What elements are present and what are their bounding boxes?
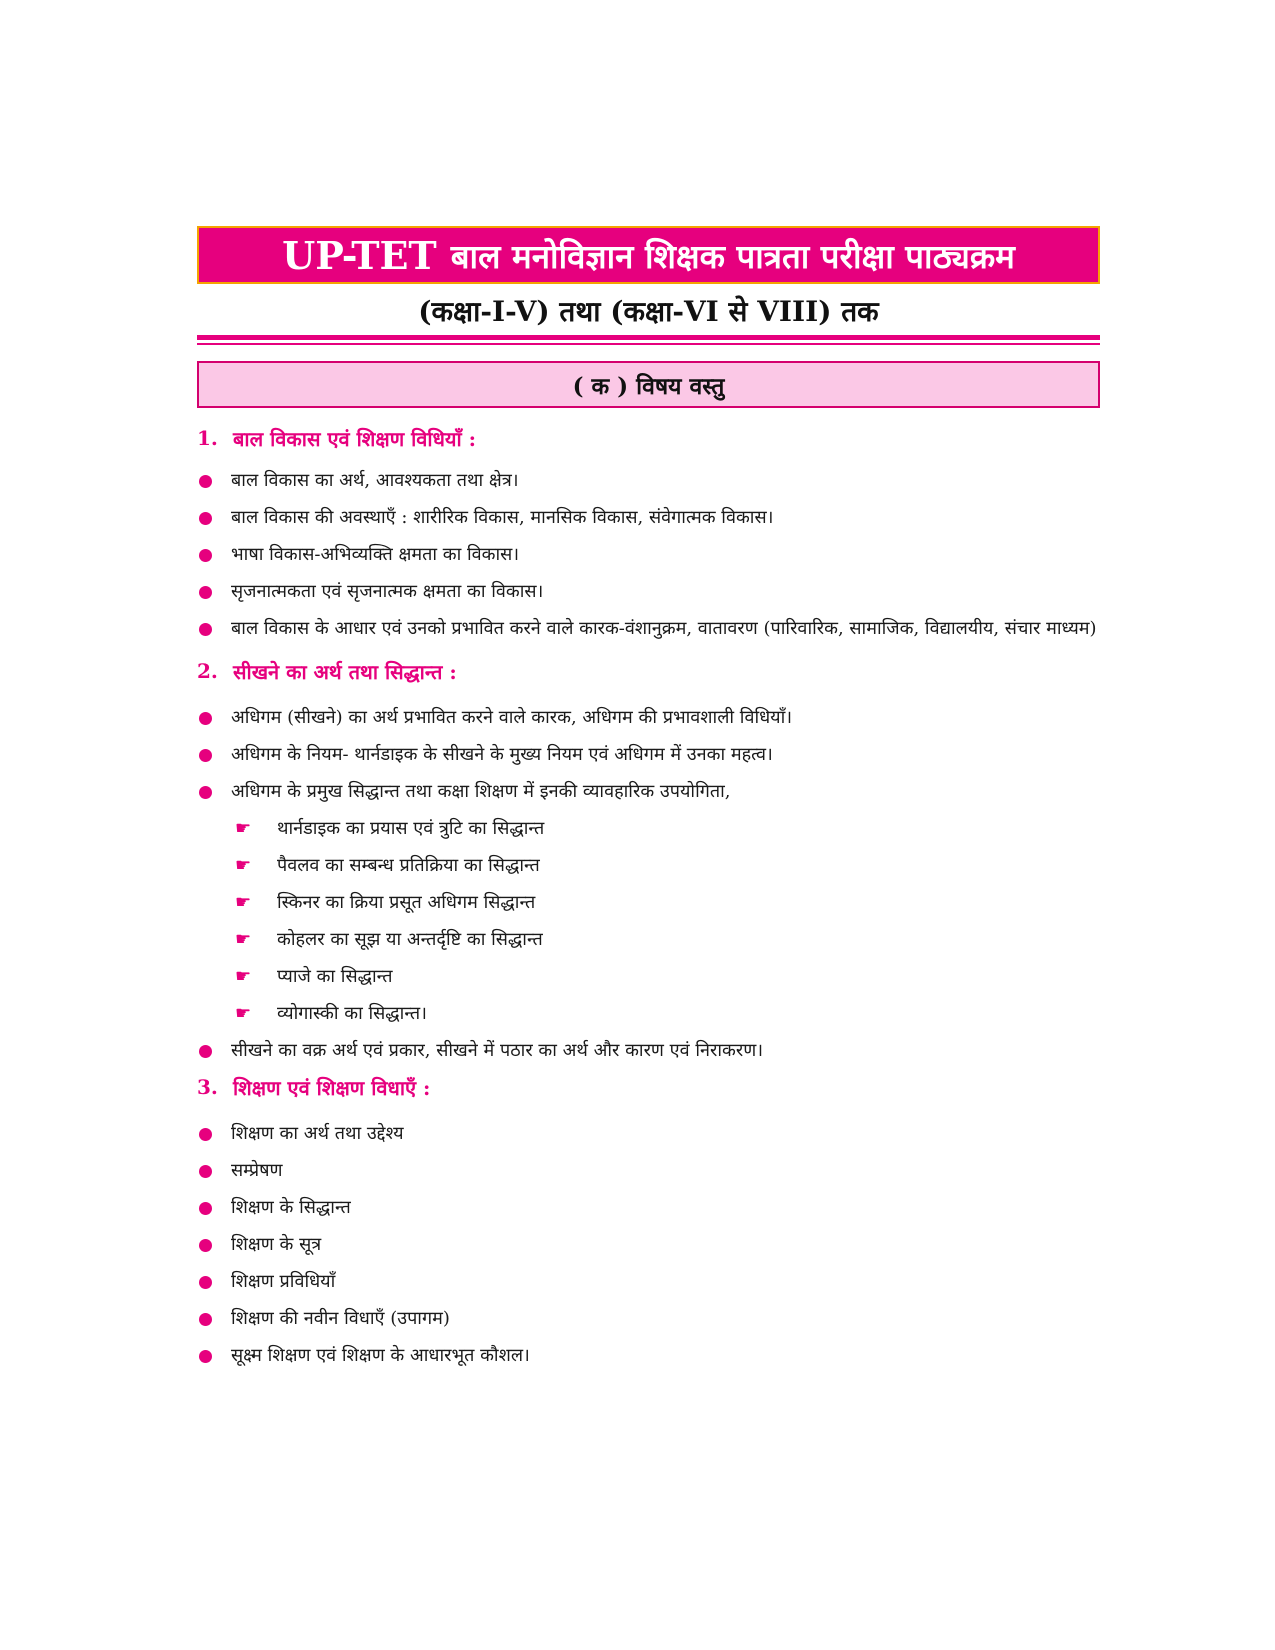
list-item-text: शिक्षण की नवीन विधाएँ (उपागम) <box>231 1308 450 1329</box>
list-item <box>197 773 1100 810</box>
list-item-text: बाल विकास की अवस्थाएँ : शारीरिक विकास, मानसिक विकास, संवेगात्मक विकास। <box>231 507 774 528</box>
bullet-icon <box>199 1276 212 1289</box>
list-item-text: शिक्षण के सिद्धान्त <box>231 1197 351 1218</box>
sub-list-item <box>235 921 1100 958</box>
list-item <box>197 462 1100 499</box>
sub-list-item-text: प्याजे का सिद्धान्त <box>277 966 393 987</box>
pointing-hand-icon: ☛ <box>235 855 252 876</box>
list-item <box>197 1263 1100 1300</box>
list-item <box>197 1115 1100 1152</box>
list-item-text: अधिगम के प्रमुख सिद्धान्त तथा कक्षा शिक्षण में इनकी व्यावहारिक उपयोगिता, <box>231 781 731 802</box>
topic-2-list-after <box>197 1032 1100 1069</box>
list-item <box>197 1032 1100 1069</box>
list-item <box>197 1226 1100 1263</box>
bullet-icon <box>199 586 212 599</box>
page-subtitle: (कक्षा-I-V) तथा (कक्षा-VI से VIII) तक <box>418 295 879 328</box>
title-latin: UP-TET <box>282 232 437 278</box>
list-item <box>197 736 1100 773</box>
divider-thick <box>197 335 1100 340</box>
pointing-hand-icon: ☛ <box>235 818 252 839</box>
list-item <box>197 1337 1100 1374</box>
sub-list-item <box>235 810 1100 847</box>
sub-list-item <box>235 958 1100 995</box>
list-item-text: सम्प्रेषण <box>231 1160 283 1181</box>
topic-heading-1 <box>197 420 1100 456</box>
sub-list-item-text: थार्नडाइक का प्रयास एवं त्रुटि का सिद्धान्त <box>277 818 545 839</box>
bullet-icon <box>199 1350 212 1363</box>
list-item-text: भाषा विकास-अभिव्यक्ति क्षमता का विकास। <box>231 544 520 565</box>
list-item-text: बाल विकास का अर्थ, आवश्यकता तथा क्षेत्र। <box>231 470 519 491</box>
sub-list-item <box>235 995 1100 1032</box>
bullet-icon <box>199 786 212 799</box>
topic-2-sublist <box>197 810 1100 1032</box>
topic-number: 1. <box>197 426 218 450</box>
section-heading: ( क ) विषय वस्तु <box>197 361 1100 408</box>
bullet-icon <box>199 712 212 725</box>
list-item <box>197 1152 1100 1189</box>
bullet-icon <box>199 1202 212 1215</box>
sub-list-item-text: पैवलव का सम्बन्ध प्रतिक्रिया का सिद्धान्त <box>277 855 540 876</box>
sub-list-item-text: स्किनर का क्रिया प्रसूत अधिगम सिद्धान्त <box>277 892 536 913</box>
pointing-hand-icon: ☛ <box>235 1003 252 1024</box>
topic-title: शिक्षण एवं शिक्षण विधाएँ : <box>233 1075 431 1100</box>
topic-number: 3. <box>197 1075 218 1099</box>
title-hindi: बाल मनोविज्ञान शिक्षक पात्रता परीक्षा पाठ्यक्रम <box>450 236 1015 276</box>
pointing-hand-icon: ☛ <box>235 892 252 913</box>
bullet-icon <box>199 475 212 488</box>
topic-title: बाल विकास एवं शिक्षण विधियाँ : <box>233 426 477 451</box>
bullet-icon <box>199 512 212 525</box>
topic-heading-2 <box>197 653 1100 689</box>
topic-3-list <box>197 1115 1100 1374</box>
list-item-text: अधिगम (सीखने) का अर्थ प्रभावित करने वाले कारक, अधिगम की प्रभावशाली विधियाँ। <box>231 707 793 728</box>
pointing-hand-icon: ☛ <box>235 929 252 950</box>
sub-list-item-text: व्योगास्की का सिद्धान्त। <box>277 1003 427 1024</box>
sub-list-item-text: कोहलर का सूझ या अन्तर्दृष्टि का सिद्धान्त <box>277 929 543 950</box>
bullet-icon <box>199 623 212 636</box>
list-item-text: शिक्षण का अर्थ तथा उद्देश्य <box>231 1123 404 1144</box>
list-item <box>197 573 1100 610</box>
pointing-hand-icon: ☛ <box>235 966 252 987</box>
list-item-text: शिक्षण प्रविधियाँ <box>231 1271 336 1292</box>
divider-thin <box>197 343 1100 345</box>
bullet-icon <box>199 749 212 762</box>
list-item <box>197 1189 1100 1226</box>
syllabus-content <box>197 420 1100 1374</box>
list-item-text: शिक्षण के सूत्र <box>231 1234 322 1255</box>
title-banner <box>197 226 1100 284</box>
topic-number: 2. <box>197 659 218 683</box>
list-item <box>197 536 1100 573</box>
list-item-text: अधिगम के नियम- थार्नडाइक के सीखने के मुख्य नियम एवं अधिगम में उनका महत्व। <box>231 744 773 765</box>
sub-list-item <box>235 884 1100 921</box>
list-item-text: बाल विकास के आधार एवं उनको प्रभावित करने वाले कारक-वंशानुक्रम, वातावरण (पारिवारिक, सामाजिक, विद्यालयीय, संचार माध्यम) <box>231 618 1097 639</box>
topic-heading-3 <box>197 1069 1100 1105</box>
bullet-icon <box>199 1313 212 1326</box>
topic-title: सीखने का अर्थ तथा सिद्धान्त : <box>233 659 457 684</box>
list-item-text: सूक्ष्म शिक्षण एवं शिक्षण के आधारभूत कौशल। <box>231 1345 530 1366</box>
list-item-text: सृजनात्मकता एवं सृजनात्मक क्षमता का विकास। <box>231 581 544 602</box>
bullet-icon <box>199 1239 212 1252</box>
bullet-icon <box>199 549 212 562</box>
list-item <box>197 610 1100 647</box>
list-item-text: सीखने का वक्र अर्थ एवं प्रकार, सीखने में पठार का अर्थ और कारण एवं निराकरण। <box>231 1040 764 1061</box>
bullet-icon <box>199 1165 212 1178</box>
bullet-icon <box>199 1128 212 1141</box>
list-item <box>197 699 1100 736</box>
list-item <box>197 499 1100 536</box>
sub-list-item <box>235 847 1100 884</box>
list-item <box>197 1300 1100 1337</box>
topic-1-list <box>197 462 1100 647</box>
topic-2-list <box>197 699 1100 810</box>
bullet-icon <box>199 1045 212 1058</box>
